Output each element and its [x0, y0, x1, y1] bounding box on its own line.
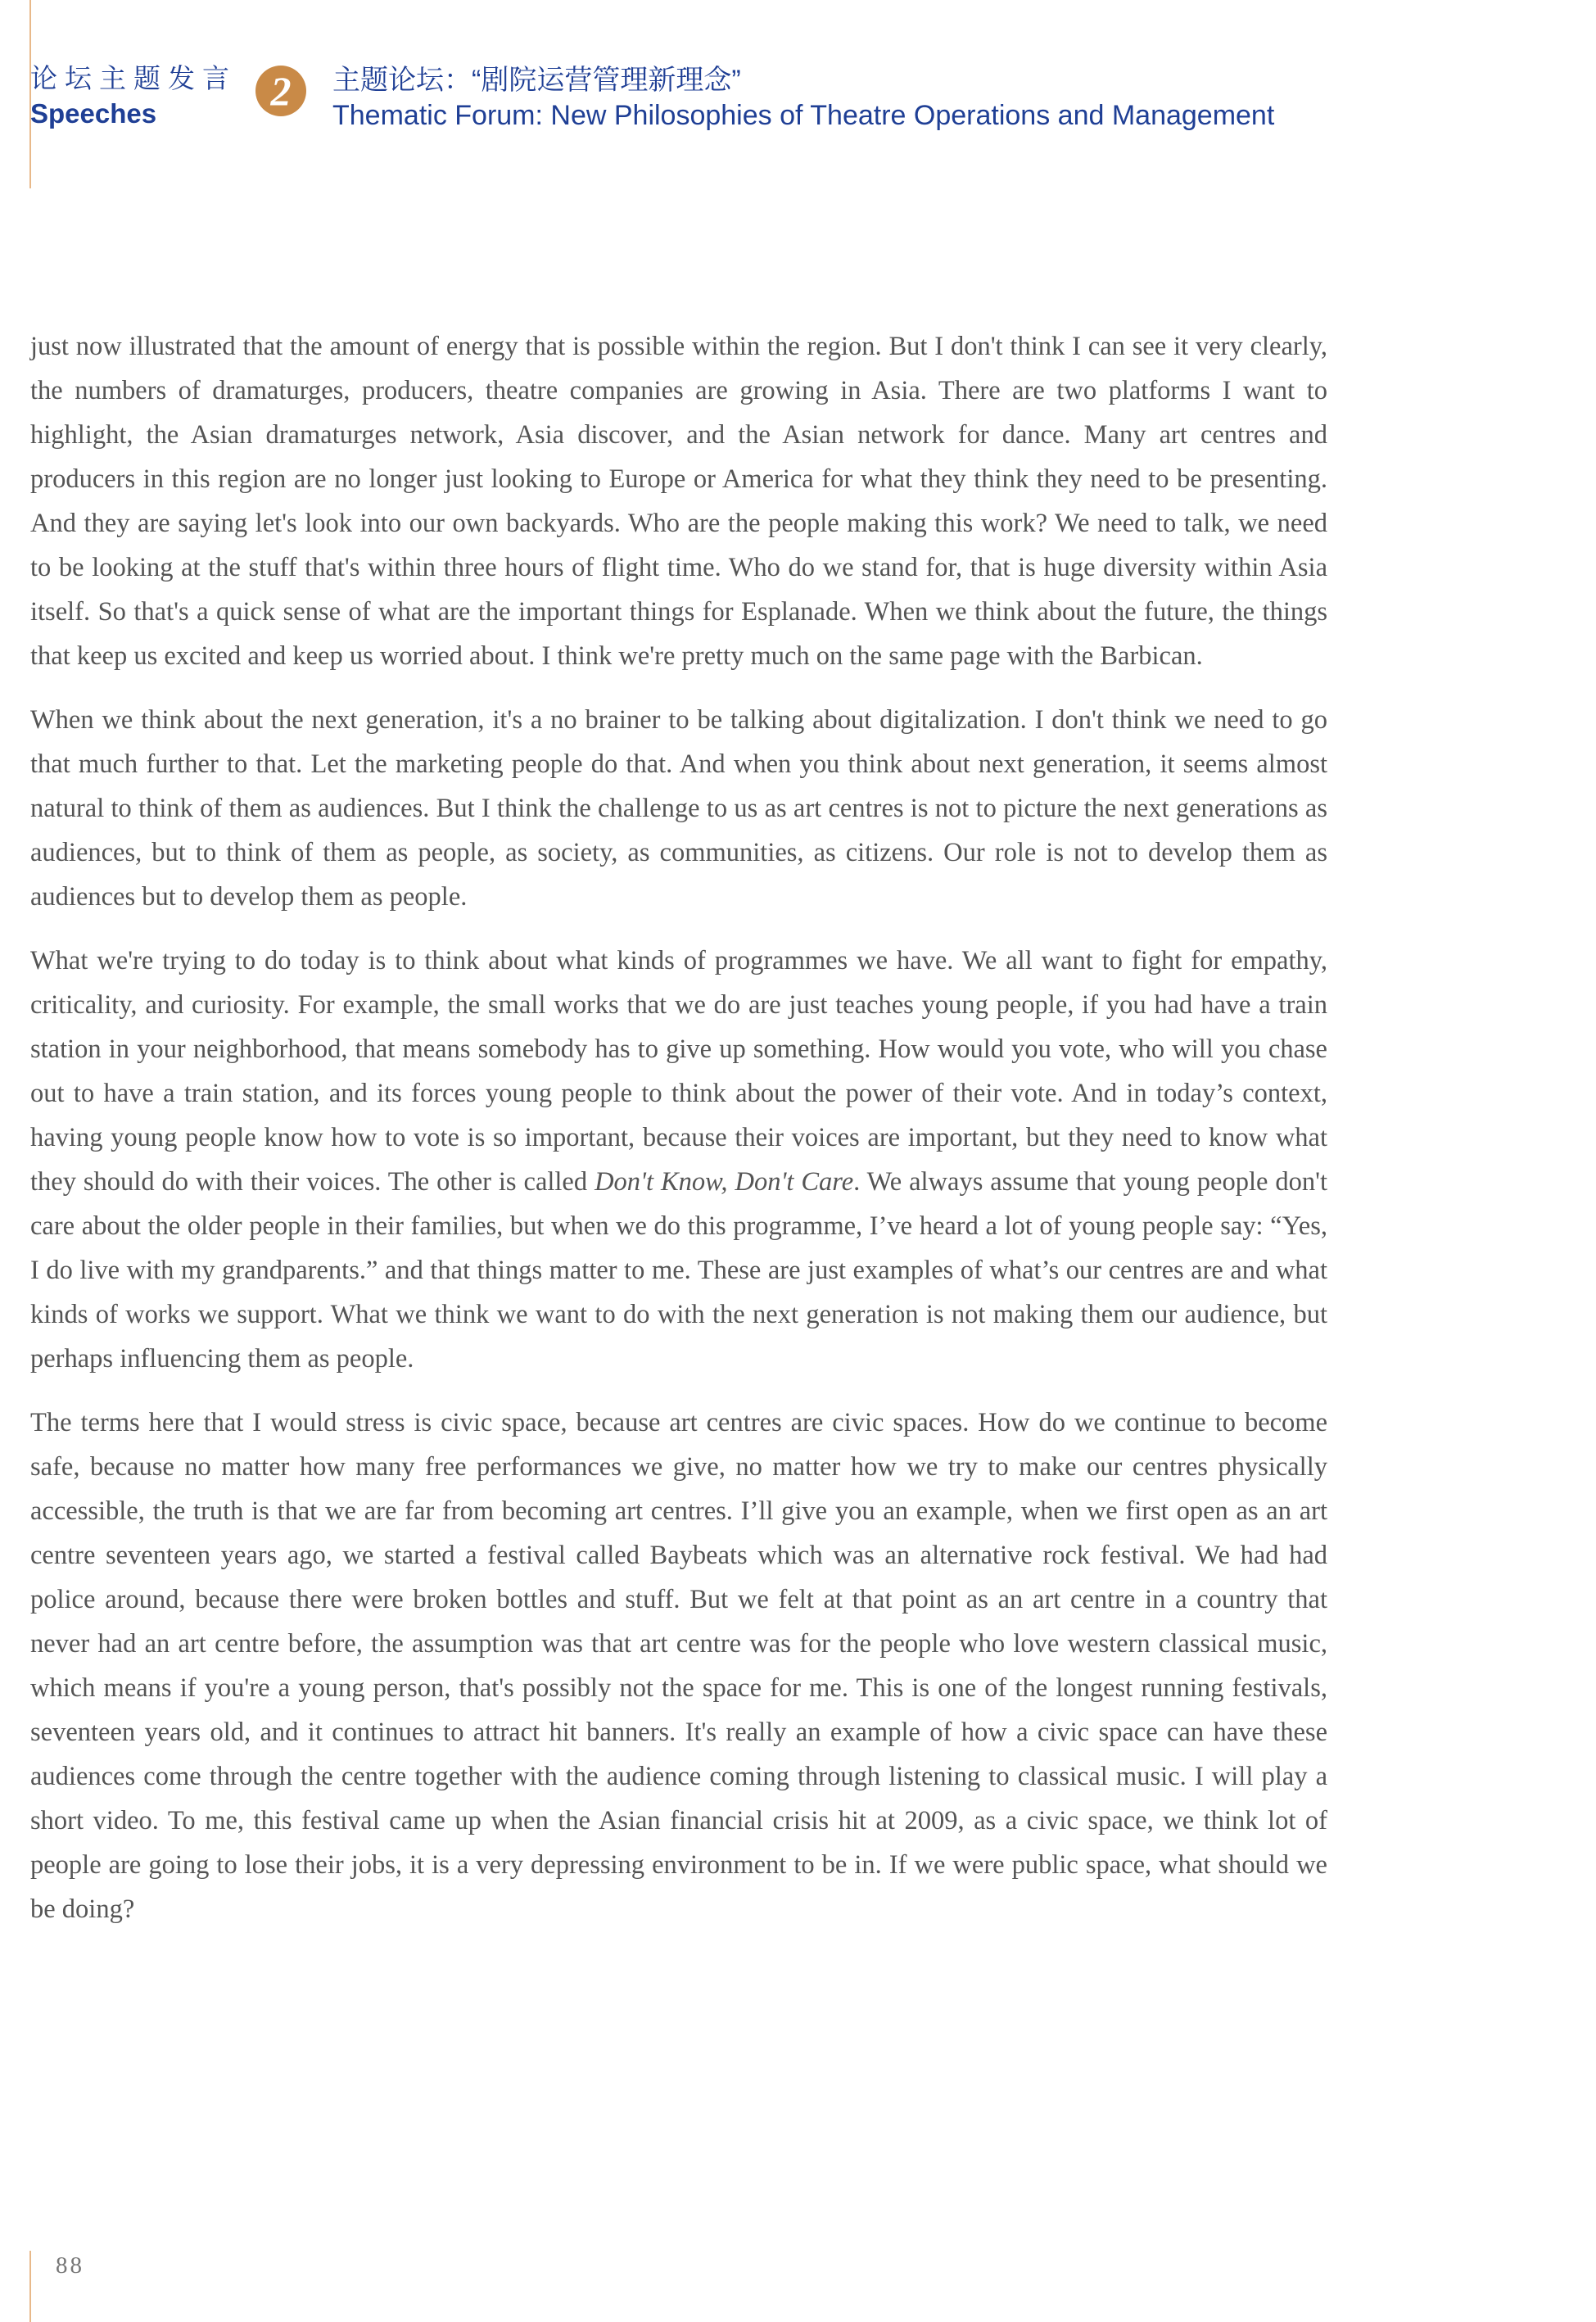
paragraph-1: just now illustrated that the amount of energy that is possible within the region. But I don't think I can see it very clearly, the numbers of dramaturges, producers, theatre companies are growing in Asia. There are two platforms I want to highlight, the Asian dramaturges network, Asia discover, and the Asian network for dance. Many art centres and producers in this region are no longer just looking to Europe or America for what they think they need to be presenting. And they are saying let's look into our own backyards. Who are the people making this work? We need to talk, we need to be looking at the stuff that's within three hours of flight time. Who do we stand for, that is huge diversity within Asia itself. So that's a quick sense of what are the important things for Esplanade. When we think about the future, the things that keep us excited and keep us worried about. I think we're pretty much on the same page with the Barbican.	[30, 332, 1327, 671]
chapter-number-badge: 2	[255, 66, 306, 116]
paragraph-3-text-before: What we're trying to do today is to think about what kinds of programmes we have. We all want to fight for empathy, criticality, and curiosity. For example, the small works that we do are just teaches young people, if you had have a train station in your neighborhood, that means somebody has to give up something. How would you vote, who will you chase out to have a train station, and its forces young people to think about the power of their vote. And in today’s context, having young people know how to vote is so important, because their voices are important, but they need to know what they should do with their voices. The other is called	[30, 946, 1327, 1197]
paragraph-2: When we think about the next generation, it's a no brainer to be talking about digitalization. I don't think we need to go that much further to that. Let the marketing people do that. And when you think about next generation, it seems almost natural to think of them as audiences. But I think the challenge to us as art centres is not to picture the next generations as audiences, but to think of them as people, as society, as communities, as citizens. Our role is not to develop them as audiences but to develop them as people.	[30, 705, 1327, 912]
forum-title	[332, 62, 1274, 133]
page-number: 88	[56, 2252, 84, 2279]
forum-title-english: Thematic Forum: New Philosophies of Theatre Operations and Management	[332, 100, 1275, 131]
forum-title-chinese: 主题论坛：“剧院运营管理新理念”	[332, 65, 741, 96]
programme-title-italic: Don't Know, Don't Care	[595, 1167, 854, 1197]
article-body	[30, 324, 1327, 1951]
section-label-english: Speeches	[30, 98, 157, 129]
paragraph-3-text-after: . We always assume that young people don't care about the older people in their families, but when we do this programme, I’ve heard a lot of young people say: “Yes, I do live with my grandparents.” and that things matter to me. These are just examples of what’s our centres are and what kinds of works we support. What we think we want to do with the next generation is not making them our audience, but perhaps influencing them as people.	[30, 1167, 1327, 1374]
footer-rule-line	[29, 2251, 31, 2322]
paragraph-3	[30, 939, 1327, 1381]
paragraph-4: The terms here that I would stress is civic space, because art centres are civic spaces. How do we continue to become safe, because no matter how many free performances we give, no matter how we try to make our centres physically accessible, the truth is that we are far from becoming art centres. I’ll give you an example, when we first open as an art centre seventeen years ago, we started a festival called Baybeats which was an alternative rock festival. We had had police around, because there were broken bottles and stuff. But we felt at that point as an art centre in a country that never had an art centre before, the assumption was that art centre was for the people who love western classical music, which means if you're a young person, that's possibly not the space for me. This is one of the longest running festivals, seventeen years old, and it continues to attract hit banners. It's really an example of how a civic space can have these audiences come through the centre together with the audience coming through listening to classical music. I will play a short video. To me, this festival came up when the Asian financial crisis hit at 2009, as a civic space, we think lot of people are going to lose their jobs, it is a very depressing environment to be in. If we were public space, what should we be doing?	[30, 1408, 1327, 1924]
section-label-chinese: 论坛主题发言	[30, 63, 237, 93]
section-label	[30, 61, 237, 131]
